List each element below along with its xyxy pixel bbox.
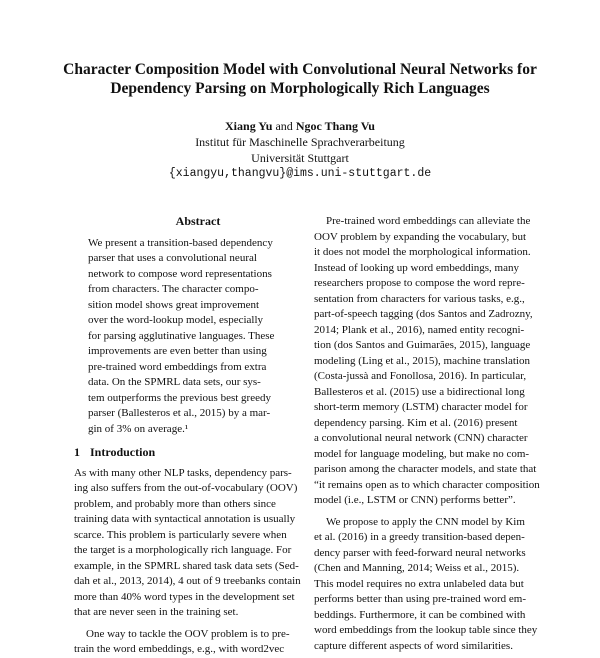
body-line: performs better than using pre-trained word em- xyxy=(314,593,526,605)
title-line-2: Dependency Parsing on Morphologically Rich Languages xyxy=(110,80,490,97)
university: Universität Stuttgart xyxy=(251,151,349,165)
abstract-heading: Abstract xyxy=(175,214,221,228)
body-line: dah et al., 2013, 2014), 4 out of 9 treebanks contain xyxy=(74,575,301,587)
body-line: scarce. This problem is particularly severe when xyxy=(74,528,287,541)
title-line-1: Character Composition Model with Convolutional Neural Networks for xyxy=(63,61,537,78)
body-line: As with many other NLP tasks, dependency pars- xyxy=(74,466,292,479)
body-line: Instead of looking up word embeddings, many xyxy=(314,261,519,274)
section-number: 1 xyxy=(74,445,80,459)
body-line: beddings. Furthermore, it can be combined with xyxy=(314,608,526,621)
body-line: One way to tackle the OOV problem is to pre- xyxy=(86,627,290,640)
author-names xyxy=(0,118,600,134)
abstract-line: improvements are even better than using xyxy=(88,345,267,357)
body-line: dency parser with feed-forward neural networks xyxy=(314,546,526,559)
right-paragraph-2 xyxy=(314,515,538,655)
body-line: word embeddings from the lookup table since they xyxy=(314,624,538,636)
abstract-line: pre-trained word embeddings from extra xyxy=(88,360,267,373)
body-line: sentation from characters for various tasks, e.g., xyxy=(314,292,525,305)
body-line: it does not model the morphological information. xyxy=(314,246,531,258)
body-line: 2014; Plank et al., 2016), named entity recogni- xyxy=(314,323,525,336)
author-block xyxy=(0,118,600,182)
body-line: train the word embeddings, e.g., with word2vec xyxy=(74,643,285,655)
body-line: short-term memory (LSTM) character model for xyxy=(314,401,528,413)
author-conjunction: and xyxy=(275,119,293,133)
body-line: that are never seen in the training set. xyxy=(74,606,239,618)
right-column xyxy=(314,214,540,654)
abstract-line: We present a transition-based dependency xyxy=(88,236,273,249)
abstract-line: network to compose word representations xyxy=(88,267,272,280)
body-line: OOV problem by expanding the vocabulary, but xyxy=(314,230,527,243)
abstract-line: gin of 3% on average.¹ xyxy=(88,422,189,435)
abstract-line: tem outperforms the previous best greedy xyxy=(88,391,271,404)
body-line: model (i.e., LSTM or CNN) performs better”. xyxy=(314,494,516,506)
body-line: the target is a morphologically rich language. For xyxy=(74,544,292,556)
paper-title xyxy=(0,60,600,98)
body-line: (Chen and Manning, 2014; Weiss et al., 2015). xyxy=(314,562,520,574)
body-line: problem, and probably more than others since xyxy=(74,497,276,510)
body-line: part-of-speech tagging (dos Santos and Zadrozny, xyxy=(314,308,533,320)
abstract-line: for parsing agglutinative languages. These xyxy=(88,329,275,342)
abstract-line: over the word-lookup model, especially xyxy=(88,314,264,326)
body-line: Pre-trained word embeddings can alleviate the xyxy=(326,215,531,227)
abstract-line: from characters. The character compo- xyxy=(88,283,259,295)
abstract-line: parser (Ballesteros et al., 2015) by a mar- xyxy=(88,407,271,419)
body-line: training data with syntactical annotation is usually xyxy=(74,513,296,525)
author-email: {xiangyu,thangvu}@ims.uni-stuttgart.de xyxy=(168,167,432,180)
body-line: “it remains open as to which character composition xyxy=(314,478,540,491)
left-column xyxy=(74,214,322,658)
body-line: capture different aspects of word similarities. xyxy=(314,639,513,652)
intro-paragraph-2 xyxy=(74,627,322,658)
body-line: more than 40% word types in the development set xyxy=(74,590,295,603)
body-line: tion (dos Santos and Guimarães, 2015), language xyxy=(314,339,531,351)
author-1: Xiang Yu xyxy=(225,119,273,133)
body-line: This model requires no extra unlabeled data but xyxy=(314,577,524,590)
intro-paragraph-1 xyxy=(74,466,322,621)
body-line: We propose to apply the CNN model by Kim xyxy=(326,515,525,528)
body-line: et al. (2016) in a greedy transition-based depen- xyxy=(314,531,525,543)
body-line: Ballesteros et al. (2015) use a bidirectional long xyxy=(314,385,525,398)
body-line: modeling (Ling et al., 2015), machine translation xyxy=(314,354,530,367)
abstract-line: sition model shows great improvement xyxy=(88,298,260,311)
abstract-body xyxy=(74,236,322,438)
affiliation: Institut für Maschinelle Sprachverarbeitung xyxy=(195,135,405,149)
body-line: ing also suffers from the out-of-vocabulary (OOV) xyxy=(74,482,298,494)
body-line: parison among the character models, and state that xyxy=(314,463,537,475)
body-line: a convolutional neural network (CNN) character xyxy=(314,432,528,444)
abstract-line: parser that uses a convolutional neural xyxy=(88,252,257,264)
body-line: model for language modeling, but make no com- xyxy=(314,447,530,460)
section-heading-introduction xyxy=(74,445,322,461)
author-2: Ngoc Thang Vu xyxy=(295,119,375,133)
right-paragraph-1 xyxy=(314,214,540,509)
body-line: example, in the SPMRL shared task data sets (Sed- xyxy=(74,559,299,572)
body-line: researchers propose to compose the word repre- xyxy=(314,277,525,289)
body-line: (Costa-jussà and Fonollosa, 2016). In particular, xyxy=(314,370,527,382)
section-title: Introduction xyxy=(90,445,156,459)
body-line: dependency parsing. Kim et al. (2016) present xyxy=(314,416,518,429)
abstract-line: data. On the SPMRL data sets, our sys- xyxy=(88,376,261,388)
